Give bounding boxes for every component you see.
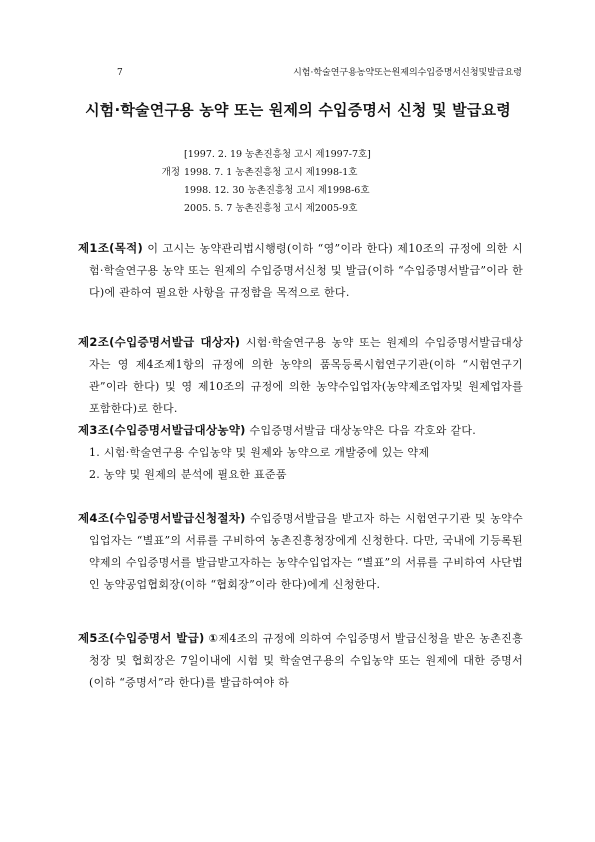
article-paragraph: [78, 419, 523, 442]
list-item: 1. 시험·학술연구용 수입농약 및 원제와 농약으로 개발중에 있는 약제: [89, 446, 430, 459]
document-title: 시험·학술연구용 농약 또는 원제의 수입증명서 신청 및 발급요령: [85, 101, 511, 119]
page-number: 7: [117, 68, 123, 78]
history-entry: [150, 182, 470, 200]
article-body: 제4조의 규정에 의하여 수입증명서 발급신청을 받은 농촌진흥청장 및 협회장은 7일이내에 시험 및 학술연구용의 수입농약 또는 원제에 대한 증명서(이하 “증명서”라 한다)를 발급하여야 하: [89, 632, 524, 689]
article-body: 시험·학술연구용 농약 또는 원제의 수입증명서발급대상자는 영 제4조제1항의 규정에 의한 농약의 품목등록시험연구기관(이하 “시험연구기관”이라 한다) 및 영 제10조의 규정에 의한 농약수입업자(농약제조업자및 원제업자를 포함한다)로 한다.: [89, 336, 524, 415]
history-text: 1998. 7. 1 농촌진흥청 고시 제1998-1호: [184, 167, 358, 178]
article-body: 수입증명서발급을 받고자 하는 시험연구기관 및 농약수입업자는 “별표”의 서류를 구비하여 농촌진흥청장에게 신청한다. 다만, 국내에 기등록된 약제의 수입증명서를 발급받고자하는 농약수입업자는 “별표”의 서류를 구비하여 사단법인 농약공업협회장(이하 “협회장”이라 한다)에게 신청한다.: [89, 512, 523, 591]
article-heading: 제5조(수입증명서 발급): [78, 631, 205, 645]
paragraph-number: ①: [208, 632, 219, 645]
articles: [78, 237, 523, 694]
list-item: 2. 농약 및 원제의 분석에 필요한 표준품: [89, 468, 287, 481]
article-heading: 제3조(수입증명서발급대상농약): [78, 423, 246, 437]
history-prefix: [150, 146, 184, 164]
article-item-list: [78, 442, 523, 486]
article-4: [78, 507, 523, 627]
article-paragraph: [78, 507, 523, 596]
article-paragraph: [78, 331, 523, 420]
history-text: [1997. 2. 19 농촌진흥청 고시 제1997-7호]: [184, 149, 371, 160]
history-prefix: [150, 182, 184, 200]
article-1: [78, 237, 523, 331]
history-text: 1998. 12. 30 농촌진흥청 고시 제1998-6호: [184, 185, 370, 196]
history-entry: [150, 200, 470, 218]
running-title: 시험·학술연구용농약또는원제의수입증명서신청및발급요령: [293, 68, 522, 78]
article-heading: 제4조(수입증명서발급신청절차): [78, 511, 246, 525]
article-heading: 제2조(수입증명서발급 대상자): [78, 335, 241, 349]
article-paragraph: [78, 627, 523, 694]
article-3: [78, 419, 523, 507]
revision-history: [150, 146, 470, 218]
running-header: [0, 66, 595, 80]
history-entry: [150, 146, 470, 164]
history-entry: [150, 164, 470, 182]
history-prefix: 개정: [161, 167, 180, 178]
article-body: 이 고시는 농약관리법시행령(이하 “영”이라 한다) 제10조의 규정에 의한 시험·학술연구용 농약 또는 원제의 수입증명서신청 및 발급(이하 “수입증명서발급”이라 한다)에 관하여 필요한 사항을 규정함을 목적으로 한다.: [89, 242, 523, 299]
article-5: [78, 627, 523, 694]
history-text: 2005. 5. 7 농촌진흥청 고시 제2005-9호: [184, 203, 358, 214]
history-prefix: [150, 200, 184, 218]
article-heading: 제1조(목적): [78, 241, 144, 255]
article-2: [78, 331, 523, 419]
article-paragraph: [78, 237, 523, 304]
article-body: 수입증명서발급 대상농약은 다음 각호와 같다.: [249, 424, 477, 437]
